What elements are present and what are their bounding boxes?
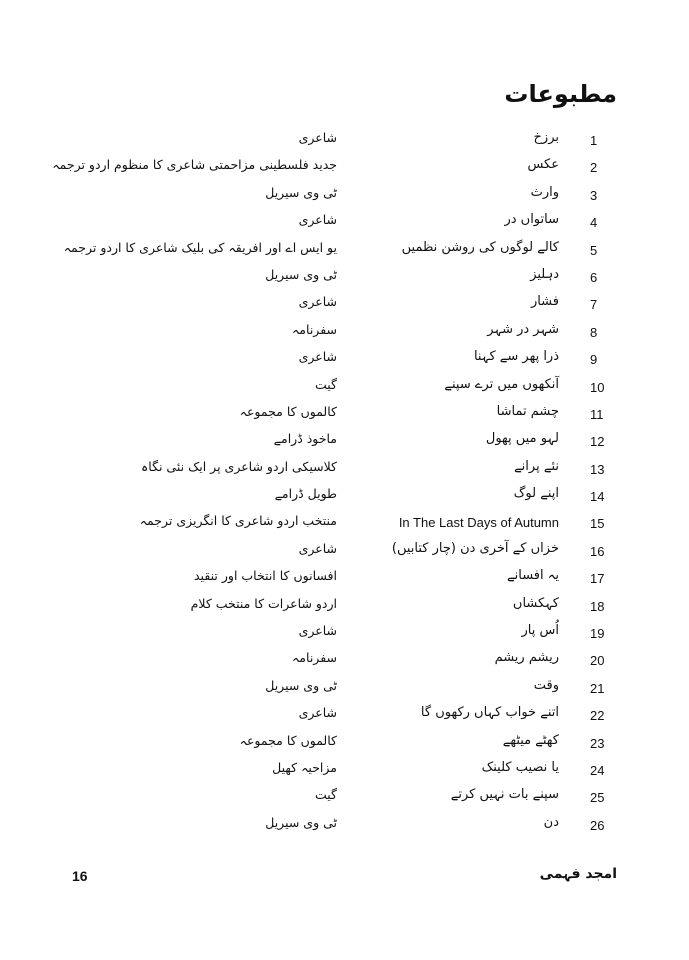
- book-title: ریشم ریشم: [494, 650, 559, 666]
- book-genre: شاعری: [298, 130, 337, 145]
- list-item: [0, 813, 689, 840]
- book-genre: کلاسیکی اردو شاعری پر ایک نئی نگاہ: [140, 458, 337, 474]
- list-item: [0, 155, 689, 182]
- book-title: In The Last Days of Autumn: [398, 515, 559, 531]
- entry-number: 6: [590, 269, 598, 285]
- book-title: یہ افسانے: [507, 568, 559, 584]
- book-title: فشار: [530, 294, 559, 310]
- book-genre: سفرنامہ: [291, 321, 337, 337]
- entry-number: 21: [590, 680, 605, 696]
- page-title: مطبوعات: [504, 80, 617, 108]
- book-title: لہو میں پھول: [485, 431, 559, 447]
- entry-number: 5: [590, 242, 598, 258]
- book-title: آنکھوں میں ترے سپنے: [444, 376, 559, 392]
- book-title: وقت: [533, 677, 559, 693]
- entry-number: 16: [590, 543, 605, 559]
- list-item: [0, 594, 689, 621]
- book-title: ذرا پھر سے کہنا: [473, 349, 559, 365]
- book-genre: طویل ڈرامے: [274, 486, 337, 502]
- entry-number: 23: [590, 735, 605, 751]
- list-item: [0, 210, 689, 237]
- book-title: عکس: [527, 157, 559, 173]
- list-item: [0, 265, 689, 292]
- entry-number: 19: [590, 626, 605, 642]
- book-genre: سفرنامہ: [291, 650, 337, 666]
- book-title: اتنے خواب کہاں رکھوں گا: [420, 705, 559, 721]
- book-genre: منتخب اردو شاعری کا انگریزی ترجمہ: [139, 513, 337, 529]
- list-item: [0, 648, 689, 675]
- list-item: [0, 785, 689, 812]
- book-genre: کالموں کا مجموعہ: [239, 403, 337, 419]
- list-item: [0, 347, 689, 374]
- book-title: سپنے بات نہیں کرتے: [450, 787, 559, 803]
- entry-number: 25: [590, 790, 605, 806]
- book-title: خزاں کے آخری دن (چار کتابیں): [391, 540, 559, 556]
- book-title: نئے پرانے: [514, 458, 559, 474]
- list-item: [0, 238, 689, 265]
- book-genre: ٹی وی سیریل: [265, 266, 337, 282]
- list-item: [0, 511, 689, 538]
- book-title: دہلیز: [530, 266, 559, 282]
- list-item: [0, 676, 689, 703]
- entry-number: 13: [590, 461, 605, 477]
- book-genre: شاعری: [298, 349, 337, 365]
- entry-number: 18: [590, 598, 605, 614]
- book-genre: ماخوذ ڈرامے: [273, 431, 337, 447]
- book-genre: ٹی وی سیریل: [265, 814, 337, 830]
- list-item: [0, 539, 689, 566]
- book-title: یا نصیب کلینک: [481, 759, 559, 775]
- book-genre: ٹی وی سیریل: [265, 677, 337, 693]
- entry-number: 11: [590, 406, 604, 422]
- book-title: چشم تماشا: [496, 403, 559, 419]
- list-item: [0, 429, 689, 456]
- book-title: شہر در شہر: [487, 321, 559, 337]
- list-item: [0, 758, 689, 785]
- book-genre: شاعری: [298, 705, 337, 721]
- list-item: [0, 320, 689, 347]
- entry-number: 24: [590, 762, 605, 778]
- book-genre: گیت: [315, 787, 337, 803]
- book-genre: شاعری: [298, 623, 337, 639]
- book-title: برزخ: [533, 130, 559, 145]
- book-title: دن: [543, 814, 559, 830]
- book-genre: جدید فلسطینی مزاحمتی شاعری کا منظوم اردو ترجمہ: [52, 157, 337, 173]
- book-genre: مزاحیہ کھیل: [272, 759, 337, 775]
- book-genre: افسانوں کا انتخاب اور تنقید: [194, 568, 337, 584]
- book-title: وارث: [530, 184, 559, 200]
- list-item: [0, 375, 689, 402]
- book-genre: شاعری: [298, 294, 337, 310]
- list-item: [0, 484, 689, 511]
- entry-number: 1: [590, 133, 598, 148]
- book-title: کالے لوگوں کی روشن نظمیں: [401, 239, 559, 255]
- entry-number: 3: [590, 187, 598, 203]
- entry-number: 14: [590, 489, 605, 505]
- book-title: ساتواں در: [504, 212, 559, 228]
- entry-number: 26: [590, 817, 605, 833]
- book-genre: کالموں کا مجموعہ: [239, 732, 337, 748]
- entry-number: 8: [590, 324, 598, 340]
- entry-number: 2: [590, 160, 598, 176]
- publications-list: [0, 128, 689, 840]
- list-item: [0, 703, 689, 730]
- book-genre: اردو شاعرات کا منتخب کلام: [190, 595, 337, 611]
- book-title: اُس پار: [521, 623, 559, 639]
- book-genre: شاعری: [298, 540, 337, 556]
- book-title: کھٹے میٹھے: [502, 732, 559, 748]
- entry-number: 20: [590, 653, 605, 669]
- entry-number: 22: [590, 708, 605, 724]
- entry-number: 4: [590, 215, 598, 231]
- entry-number: 17: [590, 571, 605, 587]
- book-genre: یو ایس اے اور افریقہ کی بلیک شاعری کا اردو ترجمہ: [63, 239, 337, 255]
- book-genre: ٹی وی سیریل: [265, 184, 337, 200]
- footer-author: امجد فہمی: [539, 866, 617, 882]
- list-item: [0, 731, 689, 758]
- list-item: [0, 128, 689, 155]
- entry-number: 15: [590, 516, 605, 532]
- entry-number: 7: [590, 297, 598, 313]
- list-item: [0, 402, 689, 429]
- book-genre: گیت: [315, 376, 337, 392]
- book-title: کہکشاں: [512, 595, 559, 611]
- entry-number: 12: [590, 434, 605, 450]
- entry-number: 10: [590, 379, 605, 395]
- book-title: اپنے لوگ: [513, 486, 559, 502]
- book-genre: شاعری: [298, 212, 337, 228]
- entry-number: 9: [590, 352, 598, 368]
- list-item: [0, 292, 689, 319]
- list-item: [0, 457, 689, 484]
- list-item: [0, 183, 689, 210]
- page-number: 16: [72, 868, 88, 884]
- list-item: [0, 621, 689, 648]
- list-item: [0, 566, 689, 593]
